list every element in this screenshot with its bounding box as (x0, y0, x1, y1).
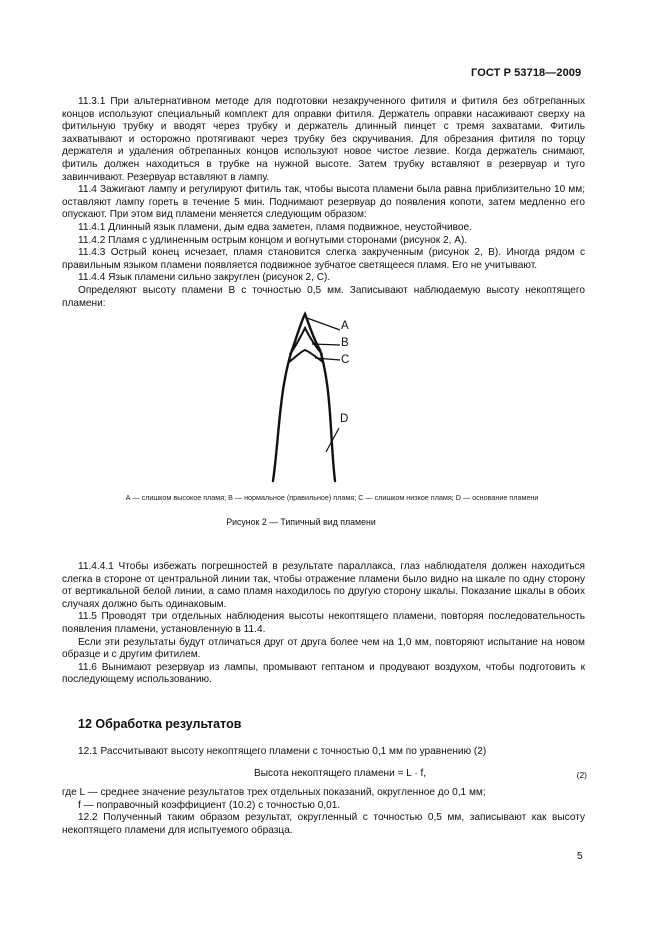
paragraph-11-4-2: 11.4.2 Пламя с удлиненным острым концом и вогнутыми сторонами (рисунок 2, А). (78, 234, 468, 246)
paragraph-11-4-1: 11.4.1 Длинный язык пламени, дым едва заметен, пламя подвижное, неустойчивое. (78, 221, 472, 233)
figure-title: Рисунок 2 — Типичный вид пламени (226, 517, 376, 527)
paragraph-11-4: 11.4 Зажигают лампу и регулируют фитиль так, чтобы высота пламени была равна приблизительно 10 мм; оставляют лампу гореть в течение 5 мин. Поднимают резервуар до появления копоти, затем медленно его опускают. При этом вид пламени меняется следующим образом: (62, 184, 585, 221)
figure-label-b: В (341, 337, 349, 349)
document-header-code: ГОСТ Р 53718—2009 (471, 67, 582, 79)
paragraph-11-6: 11.6 Вынимают резервуар из лампы, промывают гептаном и продувают воздухом, чтобы подготовить к последующему использованию. (62, 661, 585, 686)
text-block-2 (62, 561, 585, 687)
flame-outline-a (273, 314, 335, 481)
paragraph-11-3-1: 11.3.1 При альтернативном методе для подготовки незакрученного фитиля и фитиля без обтрепанных концов используют специальный комплект для оправки фитиля. Держатель оправки насаживают сверху на фитильную трубку и вводят через трубку и держатель длинный пинцет с тремя захватами. Фитиль захватывают и осторожно протягивают через трубку без скручивания. Для обрезания фитиля по торцу держателя и удаления обтрепанных концов используют новое чистое лезвие. Когда держатель снимают, фитиль должен находиться в трубке на нужной высоте. Затем трубку вставляют в резервуар и туго завинчивают. Резервуар вставляют в лампу. (62, 96, 585, 183)
figure-label-c: С (341, 354, 350, 366)
section-heading-12: 12 Обработка результатов (78, 717, 242, 731)
paragraph-11-4-4-1: 11.4.4.1 Чтобы избежать погрешностей в результате параллакса, глаз наблюдателя должен находиться слегка в стороне от центральной линии так, чтобы отражение пламени было видно на шкале по одну сторону от вертикальной белой линии, а само пламя находилось по другую сторону шкалы. Показание шкалы в обоих случаях должно быть одинаковым. (62, 561, 585, 610)
paragraph-12-2: 12.2 Полученный таким образом результат, округленный с точностью 0,5 мм, записывают как высоту некоптящего пламени для испытуемого образца. (62, 812, 585, 836)
figure-label-a: А (341, 320, 349, 332)
leader-a (307, 318, 340, 330)
paragraph-12-1-text: 12.1 Рассчитывают высоту некоптящего пламени с точностью 0,1 мм по уравнению (2) (78, 746, 487, 757)
paragraph-11-4-4: 11.4.4 Язык пламени сильно закруглен (рисунок 2, С). (78, 272, 331, 284)
figure-legend: А — слишком высокое пламя; В — нормальное (правильное) пламя; С — слишком низкое пламя; D — основание пламени (125, 493, 539, 502)
page-number: 5 (577, 851, 583, 862)
paragraph-11-4-3: 11.4.3 Острый конец исчезает, пламя становится слегка закрученным (рисунок 2, В). Иногда рядом с правильным языком пламени появляется подвижное зубчатое светящееся пламя. Его не учитывают. (62, 247, 585, 271)
text-block-3 (62, 787, 585, 837)
where-f: f — поправочный коэффициент (10.2) с точностью 0,01. (78, 799, 341, 811)
paragraph-11-5: 11.5 Проводят три отдельных наблюдения высоты некоптящего пламени, повторяя последовательность появления пламени, установленную в 11.4. (62, 611, 585, 635)
flame-outline-c (289, 350, 323, 362)
paragraph-determine-height: Определяют высоту пламени В с точностью 0,5 мм. Записывают наблюдаемую высоту некоптящего пламени: (62, 284, 585, 309)
equation-number: (2) (576, 770, 587, 780)
figure-label-d: D (340, 413, 349, 425)
equation-text: Высота некоптящего пламени = L · f, (254, 768, 427, 779)
paragraph-repeat-test: Если эти результаты будут отличаться друг от друга более чем на 1,0 мм, повторяют испытание на новом образце и с другим фитилем. (62, 636, 585, 661)
where-l: где L — среднее значение результатов трех отдельных показаний, округленное до 0,1 мм; (62, 787, 486, 798)
paragraph-12-1 (62, 746, 585, 759)
